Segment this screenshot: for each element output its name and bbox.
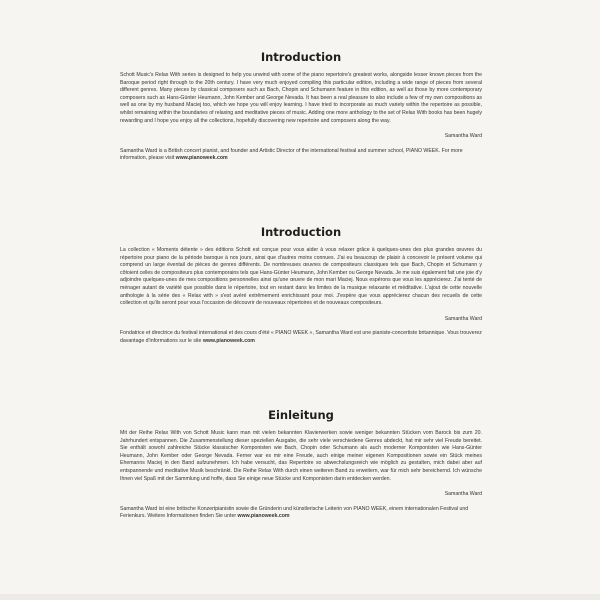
german-bio bbox=[120, 506, 482, 521]
german-signature: Samantha Ward bbox=[444, 491, 482, 498]
french-heading: Introduction bbox=[260, 225, 342, 239]
german-website-link[interactable]: www.pianoweek.com bbox=[237, 513, 290, 520]
page-bottom-edge bbox=[0, 594, 600, 600]
french-body-paragraph: La collection « Moments détente » des éditions Schott est conçue pour vous aider à vous relaxer grâce à quelques-unes des plus grandes œuvres du répertoire pour piano de la période baroque à nos jours, ainsi que d'autres moins connues. J'ai eu beaucoup de plaisir à concevoir le présent volume qui comprend un large éventail de pièces de genres différents. De nombreuses œuvres de compositeurs classiques tels que Bach, Chopin et Schumann y côtoient celles de compositeurs plus contemporains tels que Hans-Günter Heumann, John Kember ou George Nevada. Je me suis également fait une joie d'y adjoindre quelques-unes de mes compositions personnelles ainsi qu'une œuvre de mon mari Maciej. Nous espérons que vous les apprécierez. J'ai tenté de ménager autant de variété que possible dans le répertoire, tout en restant dans les limites de la musique relaxante et méditative. L'ajout de cette nouvelle anthologie à la série des « Relax with » s'est avéré extrêmement enrichissant pour moi. J'espère que vous apprécierez chacun des recueils de cette collection et qu'ils seront pour vous l'occasion de découvrir de nouveaux répertoires et de nouveaux compositeurs. bbox=[120, 247, 482, 307]
english-signature: Samantha Ward bbox=[444, 133, 482, 140]
english-bio bbox=[120, 148, 482, 163]
english-website-link[interactable]: www.pianoweek.com bbox=[175, 155, 228, 162]
english-heading: Introduction bbox=[260, 50, 342, 64]
english-body-paragraph: Schott Music's Relax With series is designed to help you unwind with some of the piano repertoire's greatest works, alongside lesser known pieces from the Baroque period right through to the 20th century. I have very much enjoyed compiling this particular edition, including a wide range of pieces from several different genres. Many pieces by classical composers such as Bach, Chopin and Schumann feature in this edition, as well as those by more contemporary composers such as Hans-Günter Heumann, John Kember and George Nevada. It has been a real pleasure to also include a few of my own compositions as well as one by my husband Maciej too, which we hope you will enjoy learning. I have tried to incorporate as much variety within the repertoire as possible, whilst remaining within the boundaries of relaxing and meditative pieces of music. Adding one more anthology to the set of Relax With books has been hugely rewarding and I hope you enjoy all the collections, hopefully discovering new repertoire and composers along the way. bbox=[120, 72, 482, 124]
german-bio-text: Samantha Ward ist eine britische Konzertpianistin sowie die Gründerin und künstlerische Leiterin von PIANO WEEK, einem internationalen Festival und Ferienkurs. Weitere Informationen finden Sie unter bbox=[120, 505, 469, 520]
german-heading: Einleitung bbox=[268, 408, 334, 422]
french-website-link[interactable]: www.pianoweek.com bbox=[202, 337, 255, 344]
french-bio bbox=[120, 330, 482, 345]
german-einleitung-section bbox=[120, 408, 482, 521]
english-bio-text: Samantha Ward is a British concert pianist, and founder and Artistic Director of the international festival and summer school, PIANO WEEK. For more information, please visit bbox=[120, 147, 463, 162]
french-signature: Samantha Ward bbox=[444, 315, 482, 322]
french-introduction-section bbox=[120, 225, 482, 346]
english-introduction-section bbox=[120, 50, 482, 163]
french-bio-text: Fondatrice et directrice du festival international et des cours d'été « PIANO WEEK », Samantha Ward est une pianiste-concertiste britannique. Vous trouverez davantage d'informations sur le site bbox=[120, 330, 482, 344]
german-body-paragraph: Mit der Reihe Relax With von Schott Music kann man mit vielen bekannten Klavierwerken sowie weniger bekannten Stücken vom Barock bis zum 20. Jahrhundert entspannen. Die Zusammenstellung dieser speziellen Ausgabe, die sehr viele verschiedene Genres abdeckt, hat mir sehr viel Freude bereitet. Sie enthält sowohl zahlreiche Stücke klassischer Komponisten wie Bach, Chopin oder Schumann als auch moderner Komponisten wie Hans-Günter Heumann, John Kember oder George Nevada. Ferner war es mir eine Freude, auch einige meiner eigenen Kompositionen sowie ein Stück meines Ehemanns Maciej in den Band aufzunehmen. Ich habe versucht, das Repertoire so abwechslungsreich wie möglich zu gestalten, mich dabei aber auf entspannende und meditative Musik beschränkt. Die Reihe Relax With durch einen weiteren Band zu erweitern, war für mich sehr bereichernd. Ich wünsche Ihnen viel Spaß mit der Sammlung und hoffe, dass Sie einige neue Stücke und Komponisten darin entdecken werden. bbox=[120, 430, 482, 482]
